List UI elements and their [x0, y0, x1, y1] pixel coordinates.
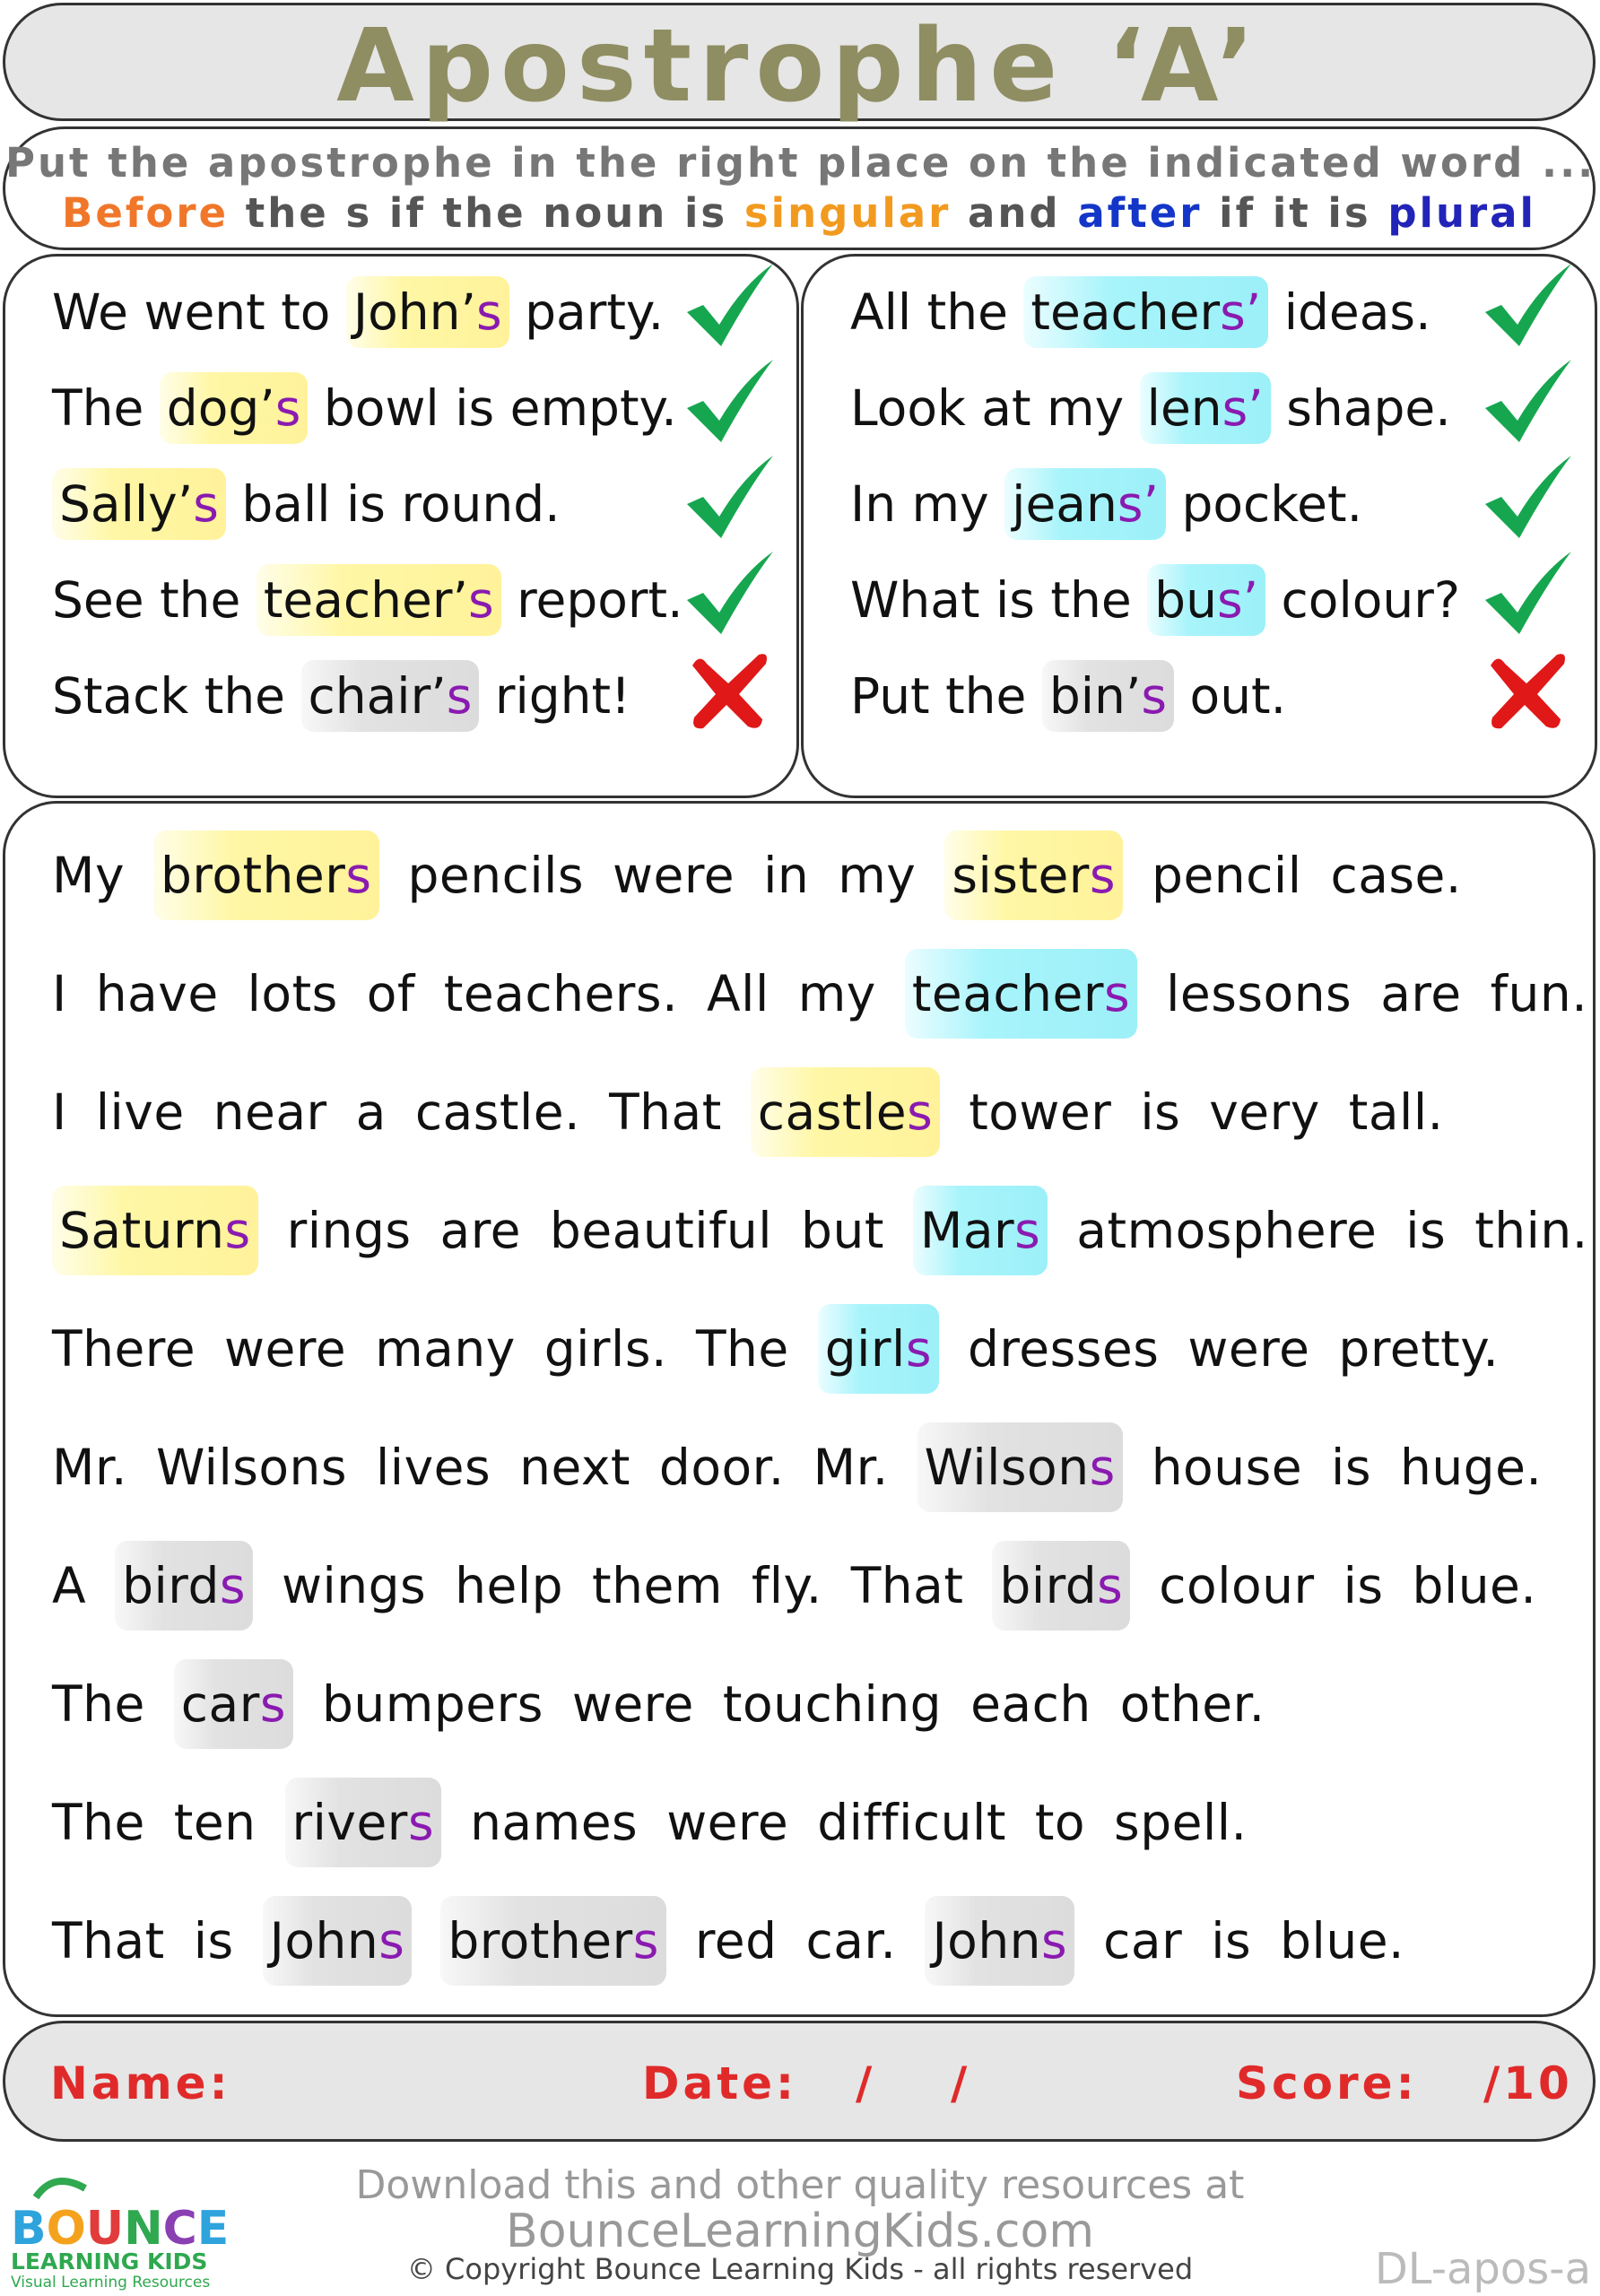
sentence-text: There were many girls. The	[52, 1320, 818, 1378]
sentence-text: atmosphere is thin.	[1048, 1202, 1588, 1259]
target-word[interactable]	[925, 1896, 1074, 1986]
highlighted-word	[301, 660, 480, 732]
target-word[interactable]	[751, 1067, 940, 1157]
word-stem: river	[291, 1794, 408, 1851]
word-stem: len	[1146, 379, 1222, 437]
word-ending: s	[378, 1912, 405, 1970]
highlighted-word	[160, 372, 309, 444]
highlighted-word	[257, 564, 501, 636]
word-ending: s	[1097, 1557, 1124, 1614]
instruction-line-2	[5, 188, 1593, 239]
sentence-text: lessons are fun.	[1137, 965, 1588, 1022]
target-word[interactable]	[285, 1778, 442, 1867]
target-word[interactable]	[115, 1541, 253, 1631]
word-ending: s	[1103, 965, 1131, 1022]
example-sentence	[52, 276, 664, 348]
sentence-text: report.	[500, 571, 683, 629]
sentence-text: See the	[52, 571, 257, 629]
sentence-text: out.	[1174, 667, 1287, 725]
word-stem: teacher’	[263, 571, 468, 629]
word-ending: s	[467, 571, 494, 629]
exercise-sentence	[52, 1184, 1588, 1277]
sentence-text: A	[52, 1557, 116, 1614]
sentence-text: colour?	[1265, 571, 1461, 629]
word-stem: John	[932, 1912, 1042, 1970]
site-link[interactable]: BounceLearningKids.com	[506, 2205, 1094, 2258]
word-stem: John’	[352, 283, 476, 341]
tick-icon	[1478, 452, 1577, 542]
word-ending: s’	[1220, 283, 1262, 341]
example-sentence	[850, 372, 1451, 444]
sentence-text: What is the	[850, 571, 1148, 629]
sentence-text: colour is blue.	[1130, 1557, 1537, 1614]
sentence-text: ball is round.	[225, 475, 561, 533]
highlighted-word	[1147, 564, 1265, 636]
word-ending: s	[632, 1912, 659, 1970]
example-sentence	[52, 372, 677, 444]
tick-icon	[680, 452, 778, 542]
word-ending: s	[274, 379, 301, 437]
sentence-text: ideas.	[1268, 283, 1431, 341]
instructions-box	[3, 126, 1596, 250]
highlighted-word	[52, 468, 226, 540]
sentence-text: Look at my	[850, 379, 1140, 437]
word-stem: sister	[952, 847, 1090, 904]
sentence-text: party.	[509, 283, 665, 341]
sentence-text: right!	[479, 667, 631, 725]
date-separator: /	[856, 2057, 876, 2109]
word-stem: bu	[1154, 571, 1217, 629]
page-title: Apostrophe ‘A’	[336, 8, 1262, 125]
word-stem: car	[180, 1675, 260, 1733]
tick-icon	[680, 356, 778, 446]
word-ending: s	[193, 475, 219, 533]
word-ending: s	[1089, 847, 1117, 904]
word-stem: John	[269, 1912, 379, 1970]
examples-singular-panel	[3, 254, 799, 798]
word-stem: Mar	[919, 1202, 1015, 1259]
exercise-sentence	[52, 1894, 1404, 1987]
word-ending: s	[446, 667, 473, 725]
sentence-text: red car.	[665, 1912, 926, 1970]
highlighted-word	[1140, 372, 1271, 444]
word-ending: s	[475, 283, 502, 341]
target-word[interactable]	[913, 1186, 1048, 1275]
tick-icon	[680, 260, 778, 350]
sentence-text: Stack the	[52, 667, 301, 725]
word-ending: s	[1014, 1202, 1041, 1259]
cross-icon	[1478, 644, 1577, 734]
target-word[interactable]	[917, 1422, 1123, 1512]
sentence-text: wings help them fly. That	[253, 1557, 993, 1614]
target-word[interactable]	[440, 1896, 666, 1986]
exercise-sentence	[52, 947, 1587, 1040]
word-stem: teacher	[1030, 283, 1221, 341]
instruction-before: Before	[62, 189, 230, 237]
target-word[interactable]	[153, 831, 379, 920]
instruction-line-1: Put the apostrophe in the right place on the indicated word ...	[5, 139, 1596, 187]
name-label: Name:	[50, 2057, 231, 2109]
sentence-text: names were difficult to spell.	[441, 1794, 1248, 1851]
tick-icon	[1478, 548, 1577, 638]
sentence-text: All the	[850, 283, 1024, 341]
word-stem: chair’	[308, 667, 447, 725]
highlighted-word	[1042, 660, 1174, 732]
target-word[interactable]	[944, 831, 1123, 920]
score-label: Score:	[1236, 2057, 1418, 2109]
sentence-text: Put the	[850, 667, 1042, 725]
example-sentence	[52, 564, 683, 636]
word-ending: s’	[1222, 379, 1264, 437]
sentence-text	[412, 1912, 440, 1970]
exercise-sentence	[52, 1776, 1248, 1869]
word-ending: s’	[1216, 571, 1259, 629]
answer-footer	[3, 2021, 1596, 2142]
word-stem: girl	[824, 1320, 906, 1378]
instruction-text: if it is	[1202, 189, 1388, 237]
instruction-text: the s if the noun is	[229, 189, 744, 237]
target-word[interactable]	[818, 1304, 939, 1394]
sentence-text: The ten	[52, 1794, 285, 1851]
tick-icon	[1478, 260, 1577, 350]
score-total: /10	[1483, 2057, 1573, 2109]
example-sentence	[52, 660, 630, 732]
word-stem: brother	[161, 847, 346, 904]
word-stem: bird	[122, 1557, 220, 1614]
target-word[interactable]	[263, 1896, 413, 1986]
exercise-sentence	[52, 1065, 1444, 1159]
sentence-text: pencils were in my	[378, 847, 945, 904]
logo-learning-kids: LEARNING KIDS	[11, 2248, 208, 2274]
word-ending: s	[1041, 1912, 1068, 1970]
word-stem: brother	[448, 1912, 633, 1970]
word-stem: castle	[757, 1083, 908, 1141]
word-ending: s	[259, 1675, 286, 1733]
word-ending: s	[1089, 1439, 1116, 1496]
target-word[interactable]	[174, 1659, 293, 1749]
sentence-text: Mr. Wilsons lives next door. Mr.	[52, 1439, 917, 1496]
sentence-text: We went to	[52, 283, 346, 341]
sentence-text: That is	[52, 1912, 263, 1970]
exercise-sentence	[52, 1421, 1542, 1514]
sentence-text: tower is very tall.	[940, 1083, 1444, 1141]
resource-code: DL-apos-a	[1374, 2244, 1591, 2294]
sentence-text: The	[52, 379, 160, 437]
exercise-sentence	[52, 829, 1462, 922]
instruction-singular: singular	[743, 189, 952, 237]
word-ending: s	[1141, 667, 1168, 725]
example-sentence	[850, 276, 1431, 348]
sentence-text: The	[52, 1675, 174, 1733]
title-banner	[3, 3, 1596, 125]
example-sentence	[850, 564, 1460, 636]
target-word[interactable]	[905, 949, 1137, 1039]
example-sentence	[52, 468, 561, 540]
sentence-text: My	[52, 847, 153, 904]
highlighted-word	[1023, 276, 1268, 348]
target-word[interactable]	[992, 1541, 1130, 1631]
example-sentence	[850, 660, 1286, 732]
word-ending: s	[907, 1083, 934, 1141]
copyright-text: © Copyright Bounce Learning Kids - all rights reserved	[406, 2252, 1194, 2286]
sentence-text: I have lots of teachers. All my	[52, 965, 905, 1022]
exercise-sentence	[52, 1539, 1536, 1632]
date-label: Date:	[642, 2057, 798, 2109]
cross-icon	[680, 644, 778, 734]
download-text: Download this and other quality resources at	[355, 2162, 1245, 2208]
instruction-plural: plural	[1387, 189, 1536, 237]
highlighted-word	[346, 276, 509, 348]
exercise-sentence	[52, 1302, 1499, 1396]
sentence-text: pencil case.	[1123, 847, 1462, 904]
target-word[interactable]	[52, 1186, 258, 1275]
word-ending: s’	[1117, 475, 1159, 533]
sentence-text: house is huge.	[1122, 1439, 1543, 1496]
word-stem: Saturn	[59, 1202, 225, 1259]
word-ending: s	[224, 1202, 251, 1259]
word-ending: s	[345, 847, 372, 904]
logo-bounce: BOUNCE	[11, 2202, 230, 2256]
word-ending: s	[905, 1320, 932, 1378]
logo-tagline: Visual Learning Resources	[11, 2274, 211, 2292]
word-stem: bird	[999, 1557, 1098, 1614]
word-stem: dog’	[166, 379, 275, 437]
sentence-text: pocket.	[1166, 475, 1363, 533]
example-sentence	[850, 468, 1362, 540]
sentence-text: In my	[850, 475, 1005, 533]
word-stem: jean	[1012, 475, 1117, 533]
examples-plural-panel	[801, 254, 1597, 798]
sentence-text: bumpers were touching each other.	[293, 1675, 1265, 1733]
word-ending: s	[219, 1557, 247, 1614]
sentence-text: rings are beautiful but	[257, 1202, 913, 1259]
exercise-sentence	[52, 1657, 1265, 1751]
word-stem: Wilson	[924, 1439, 1090, 1496]
highlighted-word	[1004, 468, 1166, 540]
word-stem: bin’	[1048, 667, 1142, 725]
date-separator: /	[951, 2057, 971, 2109]
exercise-panel	[3, 801, 1596, 2017]
word-stem: Sally’	[59, 475, 194, 533]
tick-icon	[680, 548, 778, 638]
instruction-after: after	[1077, 189, 1203, 237]
tick-icon	[1478, 356, 1577, 446]
sentence-text: I live near a castle. That	[52, 1083, 751, 1141]
word-stem: teacher	[911, 965, 1104, 1022]
sentence-text: car is blue.	[1074, 1912, 1405, 1970]
sentence-text: dresses were pretty.	[938, 1320, 1500, 1378]
sentence-text: bowl is empty.	[308, 379, 677, 437]
word-ending: s	[407, 1794, 435, 1851]
instruction-text: and	[951, 189, 1078, 237]
sentence-text: shape.	[1270, 379, 1451, 437]
